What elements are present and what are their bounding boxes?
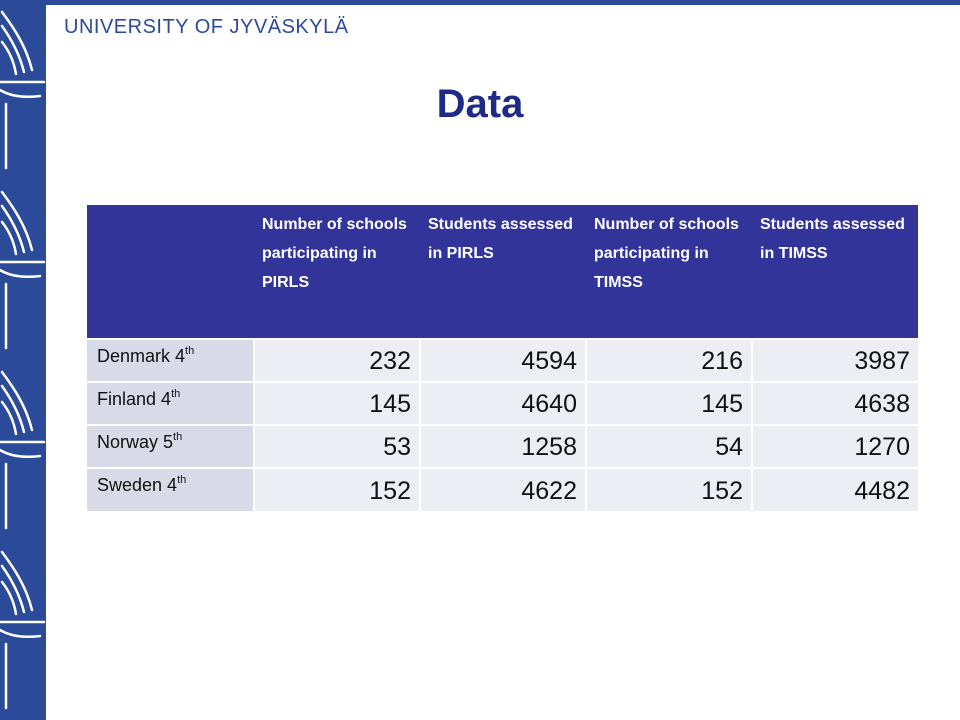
country-cell	[87, 339, 254, 382]
value-cell: 145	[586, 382, 752, 425]
value-cell: 4640	[420, 382, 586, 425]
value-cell: 216	[586, 339, 752, 382]
value-cell: 4482	[752, 468, 918, 511]
grade-suffix: th	[177, 474, 187, 486]
value-cell: 145	[254, 382, 420, 425]
emblem-motif	[0, 552, 44, 708]
value-cell: 4594	[420, 339, 586, 382]
column-header: Number of schools participating in PIRLS	[254, 205, 420, 339]
grade-suffix: th	[185, 345, 195, 357]
column-header: Students assessed in PIRLS	[420, 205, 586, 339]
university-name: UNIVERSITY OF JYVÄSKYLÄ	[64, 16, 349, 38]
grade-suffix: th	[171, 388, 181, 400]
top-rule	[46, 0, 960, 5]
country-cell	[87, 382, 254, 425]
country-name: Sweden 4	[97, 475, 178, 495]
grade-suffix: th	[173, 431, 183, 443]
emblem-motif	[0, 192, 44, 348]
value-cell: 4638	[752, 382, 918, 425]
value-cell: 152	[254, 468, 420, 511]
value-cell: 3987	[752, 339, 918, 382]
header-corner-cell	[87, 205, 254, 339]
country-name: Finland 4	[97, 389, 172, 409]
value-cell: 54	[586, 425, 752, 468]
value-cell: 53	[254, 425, 420, 468]
table-row	[87, 468, 918, 511]
table-row	[87, 382, 918, 425]
country-name: Norway 5	[97, 432, 174, 452]
value-cell: 152	[586, 468, 752, 511]
country-name: Denmark 4	[97, 346, 186, 366]
table-row-highlighted	[87, 425, 918, 468]
value-cell: 1258	[420, 425, 586, 468]
value-cell: 1270	[752, 425, 918, 468]
emblem-motif	[0, 372, 44, 528]
table-header-row	[87, 205, 918, 339]
column-header: Students assessed in TIMSS	[752, 205, 918, 339]
country-cell	[87, 468, 254, 511]
page-title: Data	[436, 82, 524, 126]
value-cell: 4622	[420, 468, 586, 511]
table-row	[87, 339, 918, 382]
country-cell	[87, 425, 254, 468]
data-table	[87, 205, 918, 511]
column-header: Number of schools participating in TIMSS	[586, 205, 752, 339]
value-cell: 232	[254, 339, 420, 382]
